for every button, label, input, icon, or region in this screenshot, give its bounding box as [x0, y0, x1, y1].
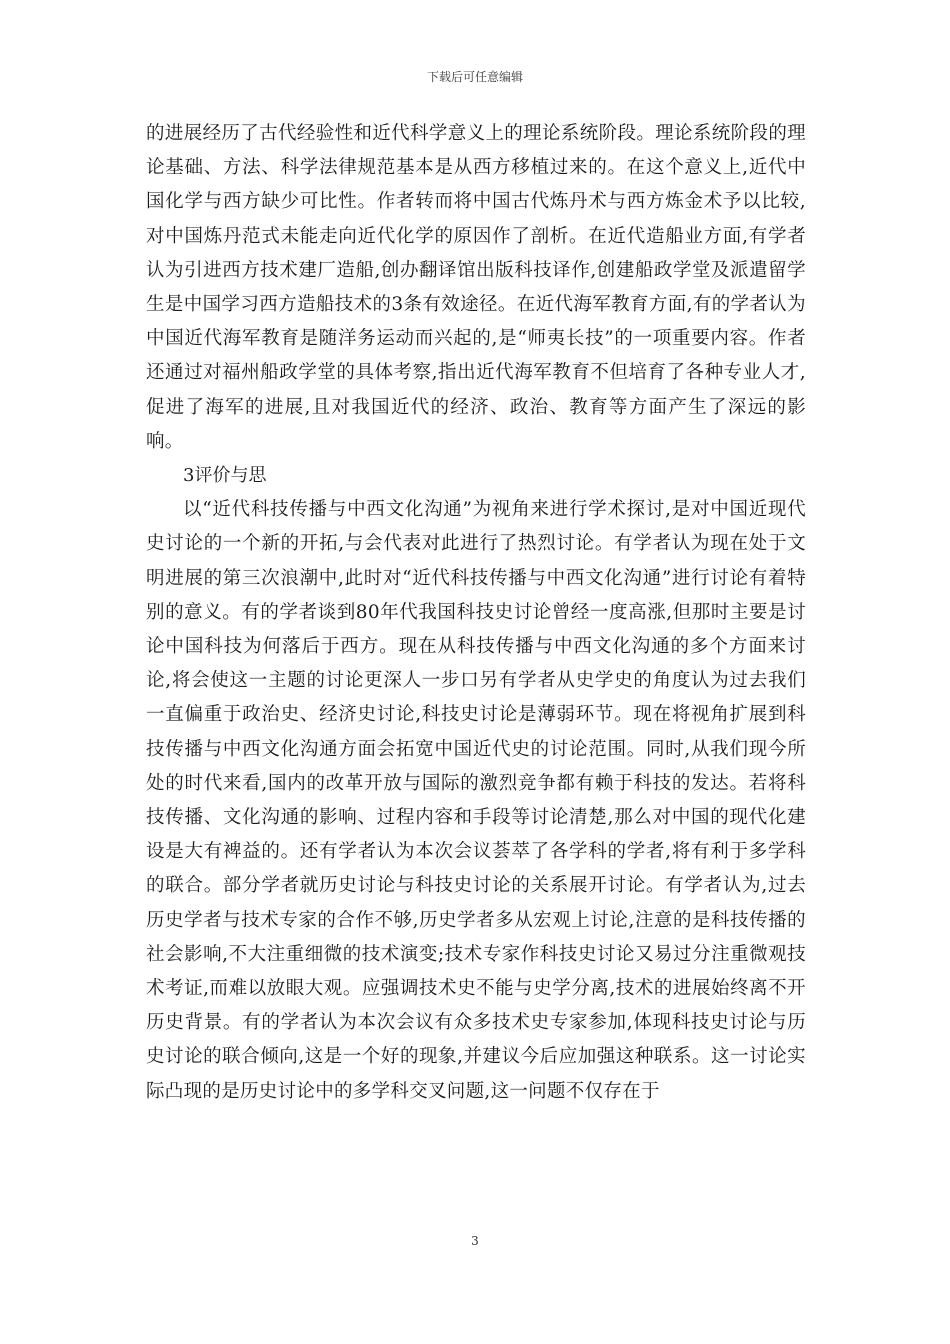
paragraph-continuation: 的进展经历了古代经验性和近代科学意义上的理论系统阶段。理论系统阶段的理论基础、方法、科学法律规范基本是从西方移植过来的。在这个意义上,近代中国化学与西方缺少可比性。作者转而将中国古代炼丹术与西方炼金术予以比较,对中国炼丹范式未能走向近代化学的原因作了剖析。在近代造船业方面,有学者认为引进西方技术建厂造船,创办翻译馆出版科技译作,创建船政学堂及派遣留学生是中国学习西方造船技术的3条有效途径。在近代海军教育方面,有的学者认为中国近代海军教育是随洋务运动而兴起的,是“师夷长技”的一项重要内容。作者还通过对福州船政学堂的具体考察,指出近代海军教育不但培育了各种专业人才,促进了海军的进展,且对我国近代的经济、政治、教育等方面产生了深远的影响。 [146, 123, 806, 452]
paragraph-evaluation: 以“近代科技传播与中西文化沟通”为视角来进行学术探讨,是对中国近现代史讨论的一个新的开拓,与会代表对此进行了热烈讨论。有学者认为现在处于文明进展的第三次浪潮中,此时对“近代科技传播与中西文化沟通”进行讨论有着特别的意义。有的学者谈到80年代我国科技史讨论曾经一度高涨,但那时主要是讨论中国科技为何落后于西方。现在从科技传播与中西文化沟通的多个方面来讨论,将会使这一主题的讨论更深人一步口另有学者从史学史的角度认为过去我们一直偏重于政治史、经济史讨论,科技史讨论是薄弱环节。现在将视角扩展到科技传播与中西文化沟通方面会拓宽中国近代史的讨论范围。同时,从我们现今所处的时代来看,国内的改革开放与国际的激烈竞争都有赖于科技的发达。若将科技传播、文化沟通的影响、过程内容和手段等讨论清楚,那么对中国的现代化建设是大有裨益的。还有学者认为本次会议荟萃了各学科的学者,将有利于多学科的联合。部分学者就历史讨论与科技史讨论的关系展开讨论。有学者认为,过去历史学者与技术专家的合作不够,历史学者多从宏观上讨论,注意的是科技传播的社会影响,不大注重细微的技术演变;技术专家作科技史讨论又易过分注重微观技术考证,而难以放眼大观。应强调技术史不能与史学分离,技术的进展始终离不开历史背景。有的学者认为本次会议有众多技术史专家参加,体现科技史讨论与历史讨论的联合倾向,这是一个好的现象,并建议今后应加强这种联系。这一讨论实际凸现的是历史讨论中的多学科交叉问题,这一问题不仅存在于 [146, 499, 806, 1102]
page-number: 3 [471, 1234, 479, 1248]
section-heading: 3评价与思 [183, 465, 267, 487]
page-header: 下载后可任意编辑 [426, 70, 523, 84]
document-body [146, 117, 806, 1109]
